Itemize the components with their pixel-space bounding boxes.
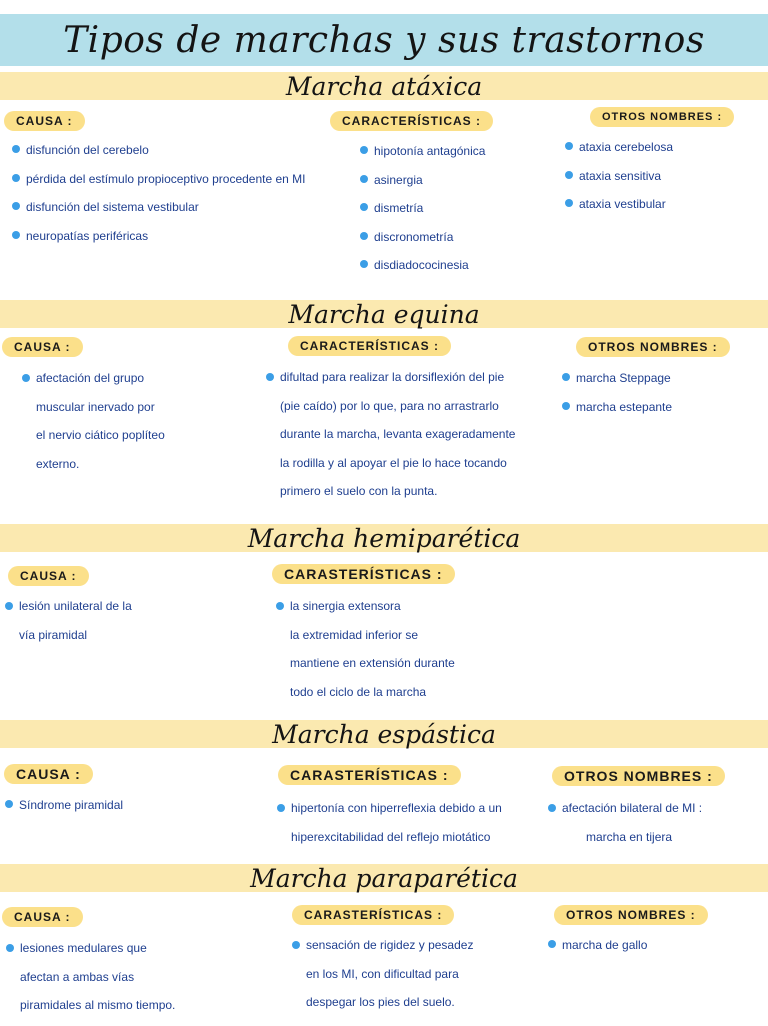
characteristics-label: CARACTERÍSTICAS : xyxy=(330,111,493,131)
section-header-ataxica xyxy=(0,72,768,100)
text-line: la rodilla y al apoyar el pie lo hace tocando xyxy=(280,455,507,470)
section-title: Marcha atáxica xyxy=(285,71,483,101)
list-item: ataxia sensitiva xyxy=(565,168,673,197)
section-title: Marcha paraparética xyxy=(250,863,518,893)
cause-list xyxy=(5,797,123,826)
list-item: ataxia vestibular xyxy=(565,196,673,225)
cause-label: CAUSA : xyxy=(2,337,83,357)
text-line: lesiones medulares que xyxy=(20,941,147,955)
other-names-list xyxy=(565,139,673,225)
text-line: externo. xyxy=(36,456,80,471)
text-line: afectan a ambas vías xyxy=(20,969,135,984)
list-item: pérdida del estímulo propioceptivo procedente en MI xyxy=(12,171,306,200)
other-names-label: OTROS NOMBRES : xyxy=(554,905,708,925)
cause-list xyxy=(12,142,306,256)
bullet-dot xyxy=(6,944,14,952)
list-item: marcha Steppage xyxy=(562,370,672,399)
cause-paragraph xyxy=(6,940,175,1026)
page-title: Tipos de marchas y sus trastornos xyxy=(63,19,705,61)
text-line: lesión unilateral de la xyxy=(19,599,132,613)
other-names-list xyxy=(562,370,672,427)
characteristics-label: CARASTERÍSTICAS : xyxy=(272,564,455,584)
text-line: (pie caído) por lo que, para no arrastrarlo xyxy=(280,398,499,413)
cause-label: CAUSA : xyxy=(2,907,83,927)
bullet-dot xyxy=(5,602,13,610)
bullet-dot xyxy=(22,374,30,382)
characteristics-label: CARASTERÍSTICAS : xyxy=(292,905,454,925)
other-names-paragraph xyxy=(548,800,702,857)
list-item: discronometría xyxy=(360,229,485,258)
text-line: todo el ciclo de la marcha xyxy=(290,684,427,699)
other-names-label: OTROS NOMBRES : xyxy=(576,337,730,357)
text-line: afectación bilateral de MI : xyxy=(562,801,703,815)
list-item: disfunción del sistema vestibular xyxy=(12,199,306,228)
bullet-dot xyxy=(276,602,284,610)
cause-label: CAUSA : xyxy=(4,111,85,131)
cause-label: CAUSA : xyxy=(8,566,89,586)
other-names-label: OTROS NOMBRES : xyxy=(552,766,725,786)
characteristics-paragraph xyxy=(292,937,473,1023)
bullet-dot xyxy=(548,804,556,812)
list-item: ataxia cerebelosa xyxy=(565,139,673,168)
section-header-equina xyxy=(0,300,768,328)
characteristics-label: CARACTERÍSTICAS : xyxy=(288,336,451,356)
text-line: hiperexcitabilidad del reflejo miotático xyxy=(291,829,491,844)
list-item: disdiadococinesia xyxy=(360,257,485,286)
text-line: vía piramidal xyxy=(19,627,88,642)
text-line: marcha en tijera xyxy=(586,829,673,844)
other-names-label: OTROS NOMBRES : xyxy=(590,107,734,127)
list-item: Síndrome piramidal xyxy=(5,797,123,826)
list-item: asinergia xyxy=(360,172,485,201)
text-line: despegar los pies del suelo. xyxy=(306,995,455,1009)
text-line: mantiene en extensión durante xyxy=(290,656,455,670)
bullet-dot xyxy=(266,373,274,381)
list-item: neuropatías periféricas xyxy=(12,228,306,257)
list-item: disfunción del cerebelo xyxy=(12,142,306,171)
list-item: marcha estepante xyxy=(562,399,672,428)
characteristics-list xyxy=(360,143,485,286)
text-line: muscular inervado por xyxy=(36,399,155,414)
list-item: hipotonía antagónica xyxy=(360,143,485,172)
section-title: Marcha equina xyxy=(288,299,480,329)
list-item: marcha de gallo xyxy=(548,937,647,966)
text-line: la extremidad inferior se xyxy=(290,627,419,642)
text-line: afectación del grupo xyxy=(36,371,145,385)
text-line: el nervio ciático poplíteo xyxy=(36,428,165,442)
text-line: piramidales al mismo tiempo. xyxy=(20,998,176,1012)
section-header-espastica xyxy=(0,720,768,748)
text-line: durante la marcha, levanta exageradamente xyxy=(280,427,516,441)
text-line: hipertonía con hiperreflexia debido a un xyxy=(291,801,502,815)
text-line: la sinergia extensora xyxy=(290,599,401,613)
characteristics-paragraph xyxy=(266,369,515,512)
section-title: Marcha hemiparética xyxy=(247,523,521,553)
section-header-paraparetica xyxy=(0,864,768,892)
other-names-list xyxy=(548,937,647,966)
section-header-hemiparetica xyxy=(0,524,768,552)
text-line: primero el suelo con la punta. xyxy=(280,484,438,498)
characteristics-label: CARASTERÍSTICAS : xyxy=(278,765,461,785)
bullet-dot xyxy=(277,804,285,812)
cause-paragraph xyxy=(5,598,132,655)
text-line: sensación de rigidez y pesadez xyxy=(306,938,474,952)
text-line: en los MI, con dificultad para xyxy=(306,966,459,981)
bullet-dot xyxy=(292,941,300,949)
cause-paragraph xyxy=(22,370,165,484)
title-banner xyxy=(0,14,768,66)
section-title: Marcha espástica xyxy=(272,719,496,749)
cause-label: CAUSA : xyxy=(4,764,93,784)
characteristics-paragraph xyxy=(277,800,502,857)
list-item: dismetría xyxy=(360,200,485,229)
characteristics-paragraph xyxy=(276,598,455,712)
text-line: difultad para realizar la dorsiflexión del pie xyxy=(280,370,505,384)
